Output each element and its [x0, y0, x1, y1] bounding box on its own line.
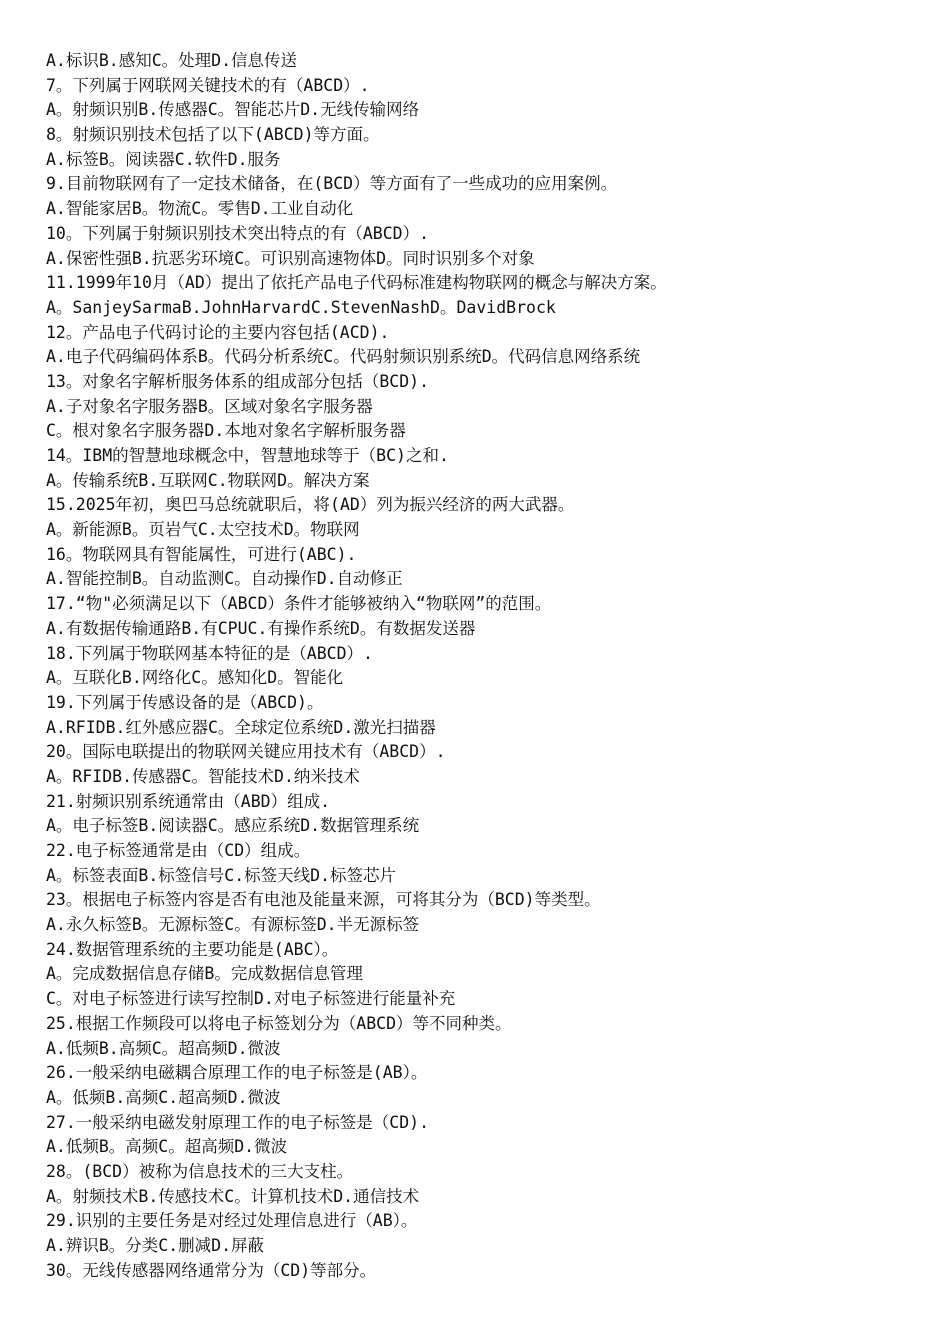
text-line: C。对电子标签进行读写控制D.对电子标签进行能量补充: [46, 989, 456, 1009]
text-line: A.有数据传输通路B.有CPUC.有操作系统D。有数据发送器: [46, 618, 476, 638]
text-line: A.智能控制B。自动监测C。自动操作D.自动修正: [46, 569, 403, 589]
text-line: 20。国际电联提出的物联网关键应用技术有（ABCD）.: [46, 742, 446, 762]
text-line: A。SanjeySarmaB.JohnHarvardC.StevenNashD。DavidBrock: [46, 297, 556, 317]
text-line: 13。对象名字解析服务体系的组成部分包括（BCD).: [46, 371, 430, 391]
text-line: A.RFIDB.红外感应器C。全球定位系统D.激光扫描器: [46, 717, 436, 737]
text-line: 29.识别的主要任务是对经过处理信息进行（AB）。: [46, 1211, 418, 1231]
text-line: 26.一般采纳电磁耦合原理工作的电子标签是(AB）。: [46, 1063, 428, 1083]
text-line: A。RFIDB.传感器C。智能技术D.纳米技术: [46, 766, 360, 786]
text-line: A.低频B.高频C。超高频D.微波: [46, 1038, 281, 1058]
text-line: 14。IBM的智慧地球概念中，智慧地球等于（BC)之和.: [46, 446, 449, 465]
text-line: 19.下列属于传感设备的是（ABCD)。: [46, 692, 324, 712]
text-line: A.辨识B。分类C.删减D.屏蔽: [46, 1236, 265, 1255]
text-line: A。新能源B。页岩气C.太空技术D。物联网: [46, 520, 360, 540]
text-line: 15.2025年初，奥巴马总统就职后，将(AD）列为振兴经济的两大武器。: [46, 495, 575, 515]
text-line: 23。根据电子标签内容是否有电池及能量来源，可将其分为（BCD)等类型。: [46, 890, 601, 910]
text-line: 12。产品电子代码讨论的主要内容包括(ACD).: [46, 322, 390, 342]
text-line: 9.目前物联网有了一定技术储备，在(BCD）等方面有了一些成功的应用案例。: [46, 174, 618, 194]
text-line: 24.数据管理系统的主要功能是(ABC）。: [46, 939, 339, 959]
text-line: 27.一般采纳电磁发射原理工作的电子标签是（CD).: [46, 1112, 430, 1132]
text-line: 17.“物"必须满足以下（ABCD）条件才能够被纳入“物联网”的范围。: [46, 594, 552, 614]
text-line: 18.下列属于物联网基本特征的是（ABCD）.: [46, 643, 373, 663]
text-line: A。射频技术B.传感技术C。计算机技术D.通信技术: [46, 1186, 420, 1206]
text-line: A.智能家居B。物流C。零售D.工业自动化: [46, 199, 354, 219]
text-line: 7。下列属于网联网关键技术的有（ABCD）.: [46, 75, 370, 95]
text-line: A.电子代码编码体系B。代码分析系统C。代码射频识别系统D。代码信息网络系统: [46, 347, 641, 367]
text-line: A.保密性强B.抗恶劣环境C。可识别高速物体D。同时识别多个对象: [46, 248, 535, 268]
text-line: 21.射频识别系统通常由（ABD）组成.: [46, 791, 331, 811]
text-line: 10。下列属于射频识别技术突出特点的有（ABCD）.: [46, 223, 430, 243]
text-line: 22.电子标签通常是由（CD）组成。: [46, 841, 311, 860]
text-line: A.标识B.感知C。处理D.信息传送: [46, 51, 298, 70]
text-line: 8。射频识别技术包括了以下(ABCD)等方面。: [46, 125, 380, 145]
document-page: [46, 49, 926, 1283]
text-line: 11.1999年10月（AD）提出了依托产品电子代码标准建构物联网的概念与解决方案。: [46, 273, 667, 293]
text-line: A。标签表面B.标签信号C.标签天线D.标签芯片: [46, 865, 397, 885]
text-line: 16。物联网具有智能属性，可进行(ABC).: [46, 544, 357, 564]
text-line: A。完成数据信息存储B。完成数据信息管理: [46, 964, 363, 984]
text-line: A.永久标签B。无源标签C。有源标签D.半无源标签: [46, 915, 420, 935]
text-line: 28。(BCD）被称为信息技术的三大支柱。: [46, 1161, 354, 1181]
text-line: A。射频识别B.传感器C。智能芯片D.无线传输网络: [46, 100, 420, 120]
text-line: A。传输系统B.互联网C.物联网D。解决方案: [46, 470, 370, 490]
text-line: A。低频B.高频C.超高频D.微波: [46, 1087, 281, 1107]
text-line: A.低频B。高频C。超高频D.微波: [46, 1137, 288, 1157]
text-line: A。电子标签B.阅读器C。感应系统D.数据管理系统: [46, 816, 420, 836]
text-line: 30。无线传感器网络通常分为（CD)等部分。: [46, 1260, 377, 1280]
text-line: 25.根据工作频段可以将电子标签划分为（ABCD）等不同种类。: [46, 1013, 512, 1033]
text-line: A.标签B。阅读器C.软件D.服务: [46, 149, 281, 169]
text-line: A。互联化B.网络化C。感知化D。智能化: [46, 668, 344, 688]
text-line: A.子对象名字服务器B。区域对象名字服务器: [46, 396, 373, 416]
text-line: C。根对象名字服务器D.本地对象名字解析服务器: [46, 421, 406, 441]
